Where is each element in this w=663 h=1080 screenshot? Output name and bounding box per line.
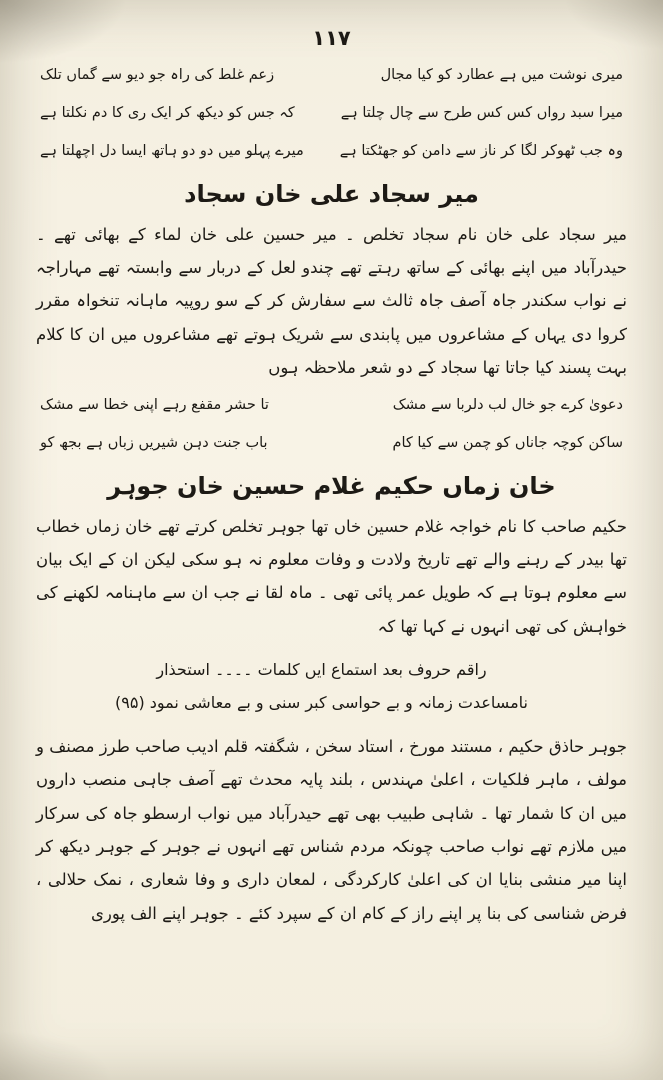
prose-paragraph-jauhar-2: جوہر حاذق حکیم ، مستند مورخ ، استاد سخن ، شگفتہ قلم ادیب صاحب طرز مصنف و مولف ، ماہر فلکیات ، اعلیٰ مہندس ، بلند پایہ محدث تھے آصف جاہی منصب داروں میں ان کا شمار تھا ۔ شاہی طبیب بھی تھے حیدرآباد میں نواب ارسطو جاہ کی سرکار میں ملازم تھے نواب صاحب چونکہ مردم شناس تھے انہوں نے جوہر کے جوہر دیکھ کر اپنا میر منشی بنایا ان کی اعلیٰ کارکردگی ، لمعان داری و وفا شعاری ، نمک حلالی ، فرض شناسی کی بنا پر اپنے راز کے کام ان کے سپرد کئے ۔ جوہر اپنے الف پوری: [36, 737, 627, 923]
verse-hemistich-right: وہ جب ٹھوکر لگا کر ناز سے دامن کو جھٹکتا ہے: [339, 143, 623, 160]
verse-hemistich-right: میرا سبد رواں کس کس طرح سے چال چلتا ہے: [340, 105, 623, 122]
verse-hemistich-right: ساکن کوچہ جاناں کو چمن سے کیا کام: [392, 435, 623, 452]
verse-hemistich-left: تا حشر مقفع رہے اپنی خطا سے مشک: [40, 397, 269, 414]
verse-row: [40, 64, 623, 87]
prose-paragraph-sajjad: میر سجاد علی خان نام سجاد تخلص ۔ میر حسین علی خان لماء کے بھائی تھے ۔ حیدرآباد میں اپنے بھائی کے ساتھ رہتے تھے چندو لعل کے دربار سے وابستہ تھے مہاراجہ نے نواب سکندر جاہ آصف جاہ ثالث سے سفارش کر کے سو روپیہ ماہانہ تنخواہ مقرر کروا دی یہاں کے مشاعروں میں پابندی سے شریک ہوتے تھے مشاعروں میں ان کا کلام بہت پسند کیا جاتا تھا سجاد کے دو شعر ملاحظہ ہوں: [36, 224, 627, 377]
verse-row: [40, 102, 623, 125]
verse-row: [40, 432, 623, 455]
section-heading-jauhar: خان زماں حکیم غلام حسین خان جوہر: [107, 471, 556, 500]
quote-line-2: نامساعدت زمانہ و بے حواسی کبر سنی و بے معاشی نمود (۹۵): [115, 693, 528, 713]
verse-row: [40, 394, 623, 417]
page-number: ۱۱۷: [312, 26, 351, 50]
quote-line-1: راقم حروف بعد استماع ایں کلمات ۔۔۔۔ استحذار: [156, 659, 487, 679]
verse-hemistich-left: زعم غلط کی راہ جو دیو سے گماں تلک: [40, 67, 275, 83]
verse-hemistich-left: باب جنت دہن شیریں زباں ہے بجھ کو: [40, 435, 268, 452]
verse-hemistich-right: دعویٰ کرے جو خال لب دلربا سے مشک: [392, 397, 623, 414]
verse-hemistich-right: میری نوشت میں ہے عطارد کو کیا مجال: [380, 67, 623, 83]
verse-hemistich-left: کہ جس کو دیکھ کر ایک ری کا دم نکلتا ہے: [40, 105, 295, 122]
verse-row: [40, 140, 623, 163]
verse-hemistich-left: میرے پہلو میں دو دو ہاتھ ایسا دل اچھلتا ہے: [40, 143, 304, 160]
poem-block-2: [40, 394, 623, 455]
prose-paragraph-jauhar-1: حکیم صاحب کا نام خواجہ غلام حسین خاں تھا جوہر تخلص کرتے تھے خان زماں خطاب تھا بیدر کے رہنے والے تھے تاریخ ولادت و وفات معلوم نہ ہو سکی لیکن ان کے ایک بیان سے معلوم ہوتا ہے کہ طویل عمر پائی تھی ۔ ماہ لقا نے جب ان سے ماہنامہ لکھنے کی خواہش کی تھی انہوں نے کہا تھا کہ: [36, 516, 627, 636]
quotation-block: [74, 653, 569, 720]
section-heading-sajjad: میر سجاد علی خان سجاد: [184, 179, 479, 208]
poem-block-1: [40, 64, 623, 164]
